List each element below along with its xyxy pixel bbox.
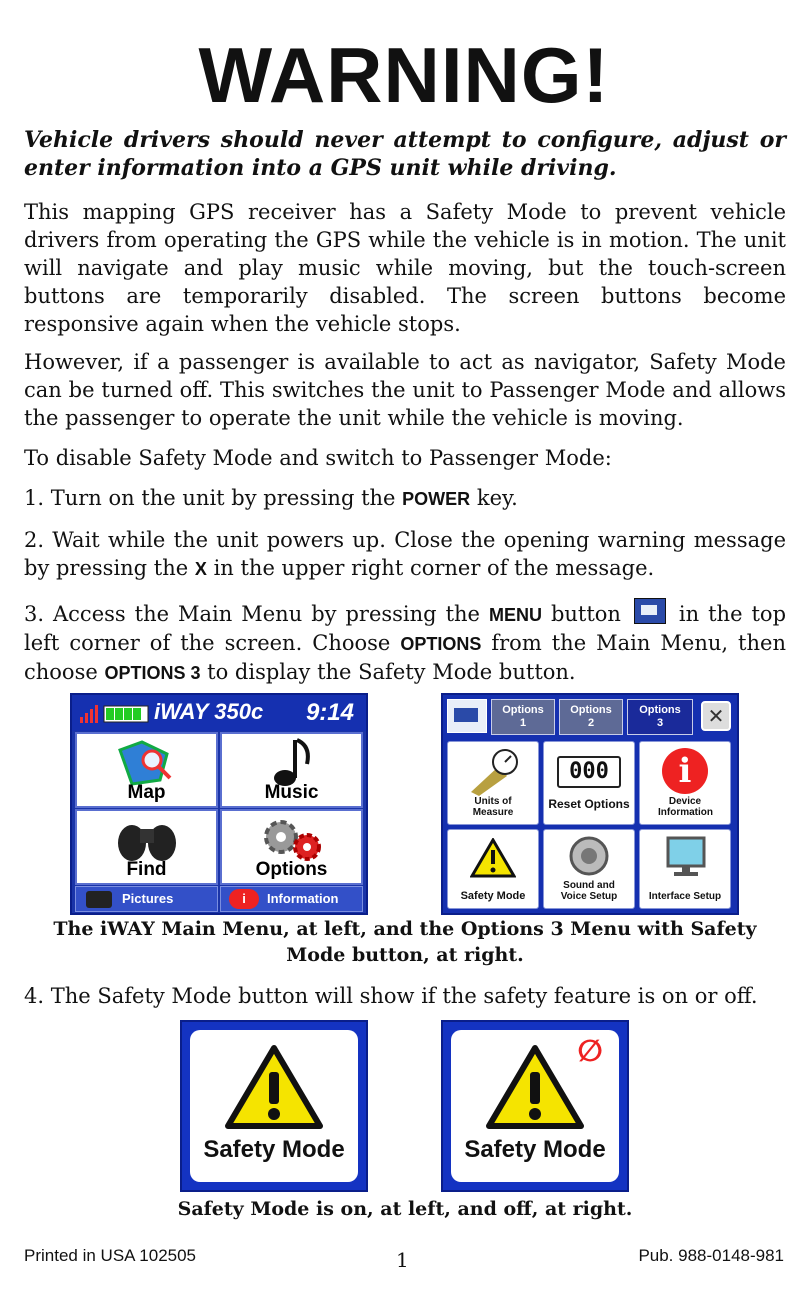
options3-key-label: OPTIONS 3 [104,663,201,683]
caption-menus: The iWAY Main Menu, at left, and the Options 3 Menu with Safety Mode button, at right. [53,918,757,966]
sound-voice-setup-button[interactable] [543,829,635,909]
pictures-button[interactable] [75,886,218,912]
power-key-label: POWER [402,489,471,509]
interface-setup-button[interactable] [639,829,731,909]
reset-options-button[interactable] [543,741,635,825]
binoculars-icon [114,815,180,865]
x-key-label: X [194,559,207,579]
warning-triangle-icon [224,1044,324,1130]
close-icon: ✕ [707,704,725,728]
step-3-text: 3. Access the Main Menu by pressing the [24,602,489,626]
safety-mode-on-label: Safety Mode [203,1136,345,1163]
step-4: 4. The Safety Mode button will show if the safety feature is on or off. [24,984,758,1008]
information-button[interactable] [220,886,363,912]
info-icon: i [662,748,708,794]
device-information-button[interactable] [639,741,731,825]
off-symbol-icon: ∅ [577,1034,603,1069]
tab-options-3[interactable]: Options 3 [627,699,693,735]
options-label: Options [255,859,328,880]
status-bar [72,695,366,731]
step-2-text: 2. Wait while the unit powers up. Close the opening warning message by pressing the [24,528,786,580]
page-title: WARNING! [198,31,610,119]
safety-mode-label: Safety Mode [460,890,526,902]
options-button[interactable] [220,809,363,885]
map-button[interactable] [75,732,218,808]
clock: 9:14 [305,699,354,726]
information-label: Information [267,891,339,906]
device-info-label: Device Information [658,796,713,818]
map-label: Map [127,782,166,803]
paragraph-passenger-mode: However, if a passenger is available to act as navigator, Safety Mode can be turned off. This switches the unit to Passenger Mode and allows the passenger to operate the unit while the vehicle is moving. [24,350,786,430]
ruler-gauge-icon [463,746,523,796]
step-2 [24,526,786,583]
camera-icon [86,891,112,908]
tab-options-2[interactable]: Options 2 [559,699,623,735]
gears-icon [257,815,327,865]
units-label: Units of Measure [472,796,514,818]
options-key-label: OPTIONS [400,634,482,654]
safety-mode-on-screenshot [180,1020,368,1192]
reset-label: Reset Options [548,797,630,811]
music-label: Music [264,782,319,803]
step-1-text: 1. Turn on the unit by pressing the [24,486,403,510]
main-menu-screenshot [70,693,368,915]
menu-button-icon [634,598,666,624]
page-number: 1 [396,1248,409,1272]
music-note-icon [267,736,317,788]
warning-triangle-icon [485,1044,585,1130]
speaker-icon [567,834,611,878]
interface-setup-label: Interface Setup [648,891,722,902]
info-icon: i [229,889,259,909]
paragraph-safety-mode: This mapping GPS receiver has a Safety Mode to prevent vehicle drivers from operating the GPS while the vehicle is in motion. The unit will navigate and play music while moving, but the touch-screen buttons are temporarily disabled. The screen buttons become responsive again when the vehicle stops. [24,200,786,336]
menu-icon[interactable] [447,699,487,733]
lead-warning: Vehicle drivers should never attempt to configure, adjust or enter information into a GPS unit while driving. [24,127,786,181]
counter-icon: 000 [557,756,621,788]
units-of-measure-button[interactable] [447,741,539,825]
safety-mode-off-screenshot [441,1020,629,1192]
close-button[interactable] [701,701,731,731]
music-button[interactable] [220,732,363,808]
monitor-icon [660,834,710,880]
safety-mode-off-label: Safety Mode [464,1136,606,1163]
signal-battery-icon [74,695,154,731]
footer-publication: Pub. 988-0148-981 [638,1246,784,1265]
footer-printed: Printed in USA 102505 [24,1246,197,1265]
step-3 [24,598,786,687]
step-3-mid2: in the top left corner of the screen. Choose [24,602,787,655]
menu-key-label: MENU [488,605,542,625]
brand-logo: iWAY 350c [154,699,264,724]
step-3-mid3: from the Main Menu, then choose [24,631,786,684]
pictures-label: Pictures [122,891,174,906]
step-1 [24,484,786,513]
sound-voice-label: Sound and Voice Setup [560,880,618,902]
safety-mode-button[interactable] [447,829,539,909]
caption-safety-modes: Safety Mode is on, at left, and off, at right. [177,1198,633,1220]
paragraph-intro-steps: To disable Safety Mode and switch to Passenger Mode: [24,446,612,470]
options3-screenshot [441,693,739,915]
find-label: Find [126,859,167,880]
warning-triangle-icon [470,838,516,878]
tab-options-1[interactable]: Options 1 [491,699,555,735]
step-3-mid1: button [541,602,630,626]
find-button[interactable] [75,809,218,885]
map-icon [112,740,182,788]
step-3-end: to display the Safety Mode button. [200,660,576,684]
step-2-end: in the upper right corner of the message. [206,556,655,580]
step-1-end: key. [470,486,518,510]
